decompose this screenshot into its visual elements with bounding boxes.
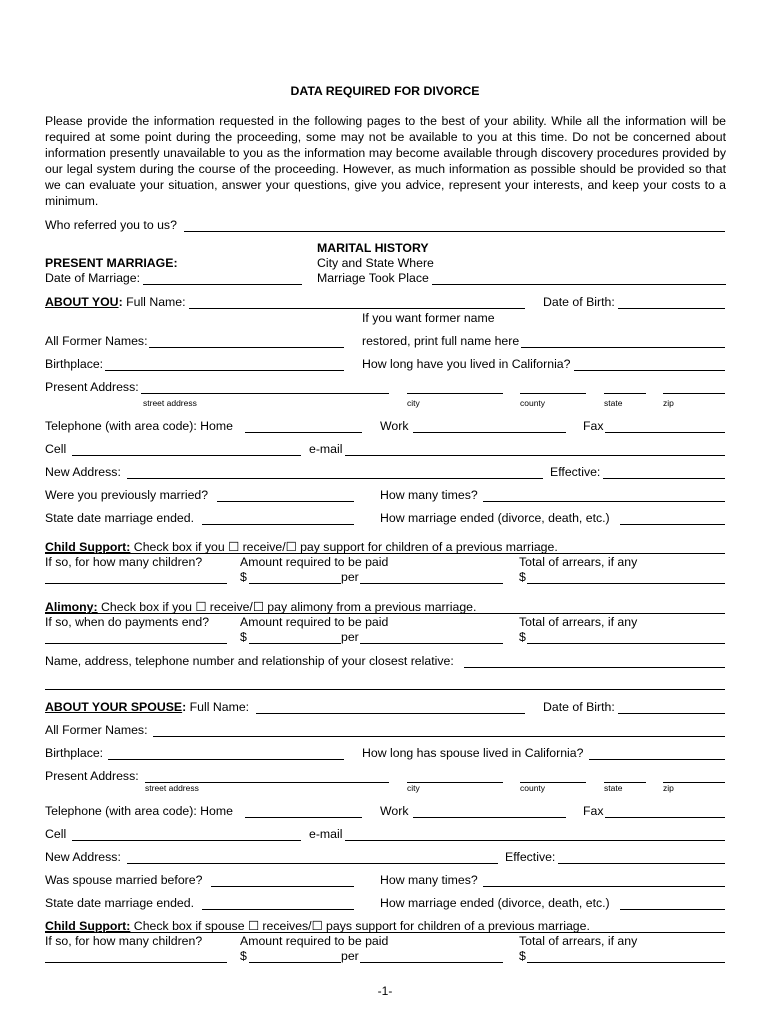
you-work-label: Work: [380, 419, 409, 433]
alimony-amount-field[interactable]: [249, 643, 341, 644]
spouse-effective-field[interactable]: [558, 863, 725, 864]
child-support-spouse-amount-field[interactable]: [249, 962, 341, 963]
restored-name-label: restored, print full name here: [362, 334, 520, 348]
alimony-arrears-field[interactable]: [527, 643, 725, 644]
prev-married-label: Were you previously married?: [45, 488, 209, 502]
you-cell-label: Cell: [45, 442, 67, 456]
relative-field-line2[interactable]: [45, 689, 725, 690]
child-support-you-arrears-dollar: $: [519, 570, 526, 584]
you-new-address-field[interactable]: [127, 478, 543, 479]
you-date-ended-label: State date marriage ended.: [45, 511, 195, 525]
you-work-phone-field[interactable]: [413, 432, 566, 433]
spouse-former-names-field[interactable]: [153, 736, 725, 737]
spouse-date-ended-label: State date marriage ended.: [45, 896, 195, 910]
you-full-name-field[interactable]: [189, 308, 525, 309]
spouse-how-ended-field[interactable]: [620, 909, 725, 910]
you-email-field[interactable]: [345, 455, 725, 456]
alimony-amount: Amount required to be paid: [240, 615, 389, 629]
city-state-where-label: City and State Where: [317, 256, 434, 270]
alimony-underline: [45, 613, 725, 614]
child-support-spouse-per: per: [341, 949, 359, 963]
spouse-email-field[interactable]: [345, 840, 725, 841]
spouse-work-label: Work: [380, 804, 409, 818]
restored-name-field[interactable]: [521, 347, 725, 348]
spouse-fax-label: Fax: [583, 804, 604, 818]
you-former-names-label: All Former Names:: [45, 334, 148, 348]
spouse-city-field[interactable]: [407, 782, 503, 783]
you-birthplace-field[interactable]: [105, 370, 344, 371]
spouse-married-before-label: Was spouse married before?: [45, 873, 203, 887]
you-new-address-label: New Address:: [45, 465, 121, 479]
spouse-married-before-field[interactable]: [211, 886, 354, 887]
child-support-spouse-arrears-field[interactable]: [527, 962, 725, 963]
you-how-ended-field[interactable]: [620, 524, 725, 525]
spouse-new-address-label: New Address:: [45, 850, 121, 864]
child-support-you-amount: Amount required to be paid: [240, 555, 389, 569]
page-number: -1-: [377, 984, 393, 998]
spouse-fax-field[interactable]: [605, 817, 725, 818]
spouse-how-many-times-field[interactable]: [483, 886, 725, 887]
you-how-long-field[interactable]: [574, 370, 725, 371]
about-you-heading: ABOUT YOU: Full Name:: [45, 295, 186, 309]
alimony-arrears-dollar: $: [519, 630, 526, 644]
spouse-date-ended-field[interactable]: [202, 909, 354, 910]
you-home-phone-field[interactable]: [245, 432, 362, 433]
child-support-you-per: per: [341, 570, 359, 584]
intro-paragraph: Please provide the information requested in the following pages to the best of your ability. While all the information will be required at some point during the proceeding, some may not be available to you at this time. Do not be concerned about information presently unavailable to you as the information may become available through discovery procedures provided by our legal system during the course of the proceeding. However, as much information as possible should be provided so that we can evaluate your situation, answer your questions, give you advice, represent your interests, and keep your costs to a minimum.: [45, 114, 726, 208]
spouse-how-long-label: How long has spouse lived in California?: [362, 746, 584, 760]
you-zip-field[interactable]: [663, 393, 725, 394]
spouse-cell-field[interactable]: [72, 840, 301, 841]
you-former-names-field[interactable]: [149, 347, 344, 348]
former-name-note: If you want former name: [362, 311, 495, 325]
child-support-you-total: Total of arrears, if any: [519, 555, 638, 569]
child-support-spouse-amount: Amount required to be paid: [240, 934, 389, 948]
referred-label: Who referred you to us?: [45, 218, 177, 232]
you-effective-label: Effective:: [550, 465, 601, 479]
alimony-when: If so, when do payments end?: [45, 615, 210, 629]
you-how-ended-label: How marriage ended (divorce, death, etc.): [380, 511, 610, 525]
you-county-field[interactable]: [520, 393, 586, 394]
child-support-you-how-many: If so, for how many children?: [45, 555, 203, 569]
spouse-email-label: e-mail: [309, 827, 343, 841]
child-support-you-per-field[interactable]: [360, 583, 503, 584]
you-street-field[interactable]: [141, 393, 389, 394]
you-dob-field[interactable]: [618, 308, 725, 309]
referred-field[interactable]: [184, 231, 725, 232]
spouse-former-names-label: All Former Names:: [45, 723, 148, 737]
child-support-spouse-how-many: If so, for how many children?: [45, 934, 203, 948]
you-telephone-label: Telephone (with area code): Home: [45, 419, 233, 433]
you-cell-field[interactable]: [72, 455, 301, 456]
spouse-dob-field[interactable]: [618, 713, 725, 714]
you-present-address-label: Present Address:: [45, 380, 139, 394]
spouse-how-long-field[interactable]: [589, 759, 725, 760]
child-support-spouse-underline: [45, 932, 725, 933]
child-support-spouse-total: Total of arrears, if any: [519, 934, 638, 948]
relative-label: Name, address, telephone number and relationship of your closest relative:: [45, 654, 454, 668]
relative-field[interactable]: [464, 667, 725, 668]
alimony-end-field[interactable]: [45, 643, 227, 644]
child-support-spouse-children-field[interactable]: [45, 962, 227, 963]
city-caption: city: [407, 398, 420, 408]
child-support-you-line: Child Support: Check box if you ☐ receive/☐ pay support for children of a previous marriage.: [45, 540, 558, 554]
you-fax-field[interactable]: [605, 432, 725, 433]
child-support-you-amount-field[interactable]: [249, 583, 341, 584]
child-support-spouse-per-field[interactable]: [360, 962, 503, 963]
child-support-spouse-arrears-dollar: $: [519, 949, 526, 963]
you-how-long-label: How long have you lived in California?: [362, 357, 571, 371]
spouse-cell-label: Cell: [45, 827, 67, 841]
you-fax-label: Fax: [583, 419, 604, 433]
spouse-state-caption: state: [604, 783, 623, 793]
alimony-per: per: [341, 630, 359, 644]
alimony-line: Alimony: Check box if you ☐ receive/☐ pay alimony from a previous marriage.: [45, 600, 477, 614]
you-city-field[interactable]: [407, 393, 503, 394]
spouse-telephone-label: Telephone (with area code): Home: [45, 804, 233, 818]
alimony-dollar: $: [240, 630, 247, 644]
child-support-you-arrears-field[interactable]: [527, 583, 725, 584]
you-email-label: e-mail: [309, 442, 343, 456]
child-support-you-children-field[interactable]: [45, 583, 227, 584]
form-title: DATA REQUIRED FOR DIVORCE: [290, 84, 480, 98]
spouse-full-name-field[interactable]: [256, 713, 525, 714]
about-spouse-heading: ABOUT YOUR SPOUSE: Full Name:: [45, 700, 250, 714]
child-support-you-underline: [45, 553, 725, 554]
spouse-street-caption: street address: [145, 783, 199, 793]
spouse-work-phone-field[interactable]: [413, 817, 566, 818]
you-dob-label: Date of Birth:: [543, 295, 615, 309]
marital-history-heading: MARITAL HISTORY: [317, 241, 429, 255]
you-how-many-times-field[interactable]: [483, 501, 725, 502]
spouse-birthplace-label: Birthplace:: [45, 746, 104, 760]
spouse-zip-caption: zip: [663, 783, 674, 793]
child-support-spouse-dollar: $: [240, 949, 247, 963]
spouse-how-many-times-label: How many times?: [380, 873, 478, 887]
alimony-per-field[interactable]: [360, 643, 503, 644]
date-of-marriage-label: Date of Marriage:: [45, 271, 141, 285]
zip-caption: zip: [663, 398, 674, 408]
marriage-took-place-label: Marriage Took Place: [317, 271, 429, 285]
alimony-total: Total of arrears, if any: [519, 615, 638, 629]
spouse-city-caption: city: [407, 783, 420, 793]
spouse-county-caption: county: [520, 783, 546, 793]
spouse-effective-label: Effective:: [505, 850, 556, 864]
you-birthplace-label: Birthplace:: [45, 357, 104, 371]
you-how-many-times-label: How many times?: [380, 488, 478, 502]
county-caption: county: [520, 398, 546, 408]
you-state-field[interactable]: [604, 393, 646, 394]
you-date-ended-field[interactable]: [202, 524, 354, 525]
child-support-you-dollar: $: [240, 570, 247, 584]
spouse-birthplace-field[interactable]: [108, 759, 344, 760]
spouse-dob-label: Date of Birth:: [543, 700, 615, 714]
child-support-spouse-line: Child Support: Check box if spouse ☐ receives/☐ pays support for children of a previous marriage.: [45, 919, 590, 933]
prev-married-field[interactable]: [217, 501, 354, 502]
marriage-place-field[interactable]: [432, 284, 726, 285]
spouse-how-ended-label: How marriage ended (divorce, death, etc.): [380, 896, 610, 910]
date-of-marriage-field[interactable]: [143, 284, 302, 285]
state-caption: state: [604, 398, 623, 408]
you-effective-field[interactable]: [603, 478, 725, 479]
street-caption: street address: [143, 398, 197, 408]
spouse-present-address-label: Present Address:: [45, 769, 139, 783]
spouse-home-phone-field[interactable]: [245, 817, 362, 818]
spouse-new-address-field[interactable]: [127, 863, 498, 864]
present-marriage-heading: PRESENT MARRIAGE:: [45, 256, 178, 270]
